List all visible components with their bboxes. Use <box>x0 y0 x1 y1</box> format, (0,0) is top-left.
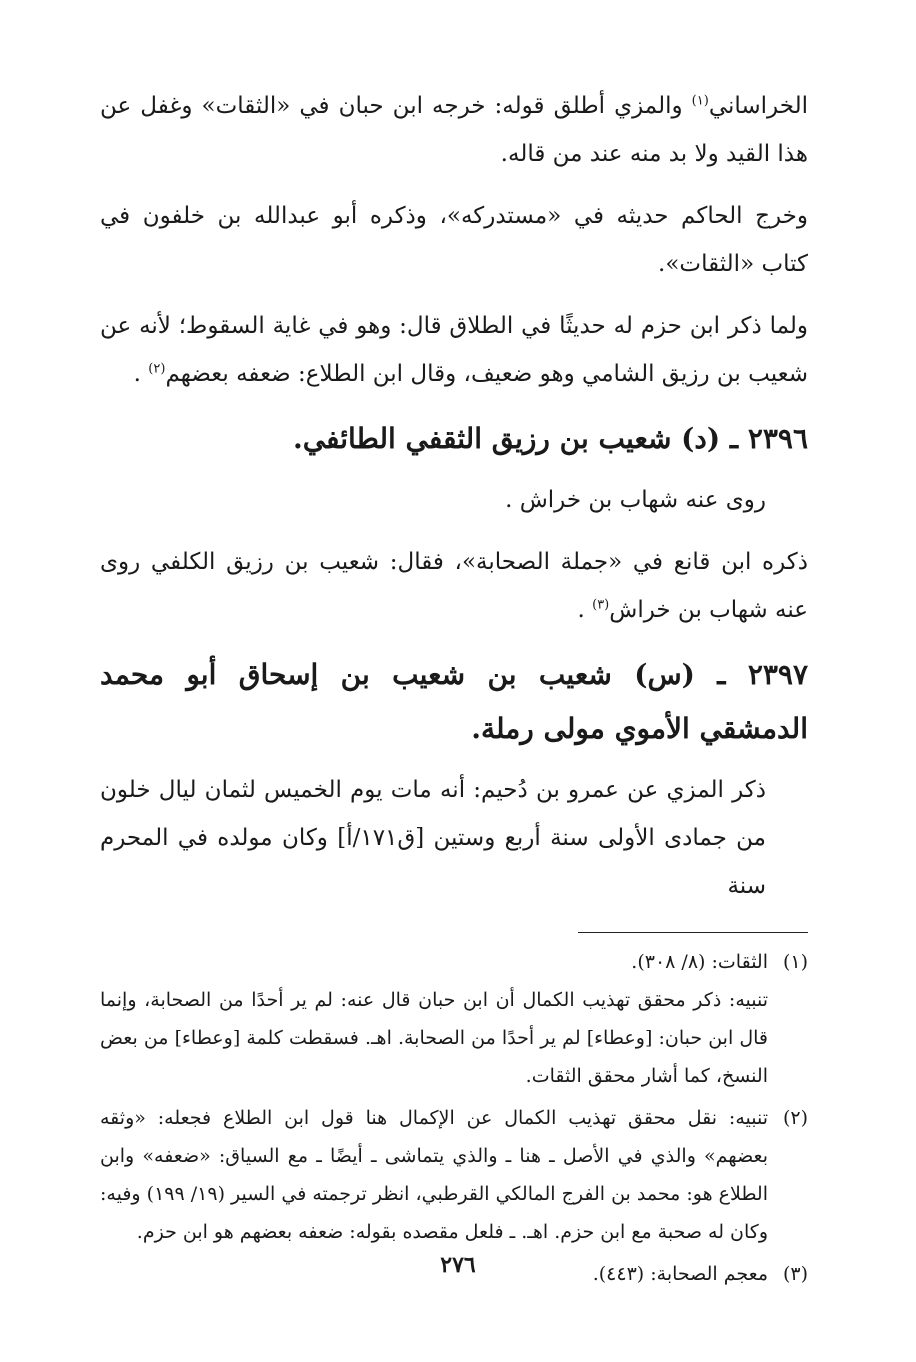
footnote-ref[interactable]: (١) <box>691 93 709 109</box>
footnote-number: (٢) <box>782 1107 808 1129</box>
footnote-ref[interactable]: (٢) <box>148 361 166 377</box>
footnote-text: الثقات: (٨/ ٣٠٨). <box>631 951 768 973</box>
page-number: ٢٧٦ <box>440 1252 476 1278</box>
entry-heading-2396: ٢٣٩٦ ـ (د) شعيب بن رزيق الثقفي الطائفي. <box>292 422 808 455</box>
paragraph-text: ذكره ابن قانع في «جملة الصحابة»، فقال: شعيب بن رزيق الكلفي روى عنه شهاب بن خراش <box>100 549 808 623</box>
paragraph-text: ولما ذكر ابن حزم له حديثًا في الطلاق قال: وهو في غاية السقوط؛ لأنه عن شعيب بن رزيق الشامي وهو ضعيف، وقال ابن الطلاع: ضعفه بعضهم <box>100 313 808 387</box>
footnote-divider <box>578 932 808 933</box>
footnote-ref[interactable]: (٣) <box>592 597 610 613</box>
page-body <box>100 82 808 1297</box>
footnote-number: (١) <box>782 951 808 973</box>
paragraph-6: ذكر المزي عن عمرو بن دُحيم: أنه مات يوم الخميس لثمان ليال خلون من جمادى الأولى سنة أربع وستين [ق١٧١/أ] وكان مولده في المحرم سنة <box>100 777 767 899</box>
paragraph-end: . <box>133 361 149 387</box>
paragraph-1 <box>100 82 808 178</box>
paragraph-text: والمزي أطلق قوله: خرجه ابن حبان في «الثقات» وغفل عن هذا القيد ولا بد منه عند من قاله. <box>100 93 808 167</box>
paragraph-5 <box>100 538 808 634</box>
footnote-text: تنبيه: نقل محقق تهذيب الكمال عن الإكمال هنا قول ابن الطلاع فجعله: «وثقه بعضهم» والذي في الأصل ـ هنا ـ والذي يتماشى ـ أيضًا ـ مع السياق: «ضعفه» وابن الطلاع هو: محمد بن الفرج المالكي القرطبي، انظر ترجمته في السير (١٩/ ١٩٩) وفيه: وكان له صحبة مع ابن حزم. اهـ. ـ فلعل مقصده بقوله: ضعفه بعضهم هو ابن حزم. <box>100 1107 768 1243</box>
paragraph-3 <box>100 302 808 398</box>
footnote-1 <box>100 943 808 1095</box>
paragraph-4: روى عنه شهاب بن خراش . <box>505 487 766 513</box>
paragraph-text: الخراساني <box>708 93 808 119</box>
paragraph-end: . <box>577 597 593 623</box>
footnote-text: معجم الصحابة: (٤٤٣). <box>592 1263 768 1285</box>
footnote-2 <box>100 1099 808 1251</box>
paragraph-2: وخرج الحاكم حديثه في «مستدركه»، وذكره أبو عبدالله بن خلفون في كتاب «الثقات». <box>100 203 808 277</box>
entry-heading-2397: ٢٣٩٧ ـ (س) شعيب بن شعيب بن إسحاق أبو محمد الدمشقي الأموي مولى رملة. <box>100 658 808 745</box>
footnote-note: تنبيه: ذكر محقق تهذيب الكمال أن ابن حبان قال عنه: لم ير أحدًا من الصحابة، وإنما قال ابن حبان: [وعطاء] لم ير أحدًا من الصحابة. اهـ. فسقطت كلمة [وعطاء] من بعض النسخ، كما أشار محقق الثقات. <box>100 989 769 1087</box>
footnote-number: (٣) <box>782 1263 808 1285</box>
